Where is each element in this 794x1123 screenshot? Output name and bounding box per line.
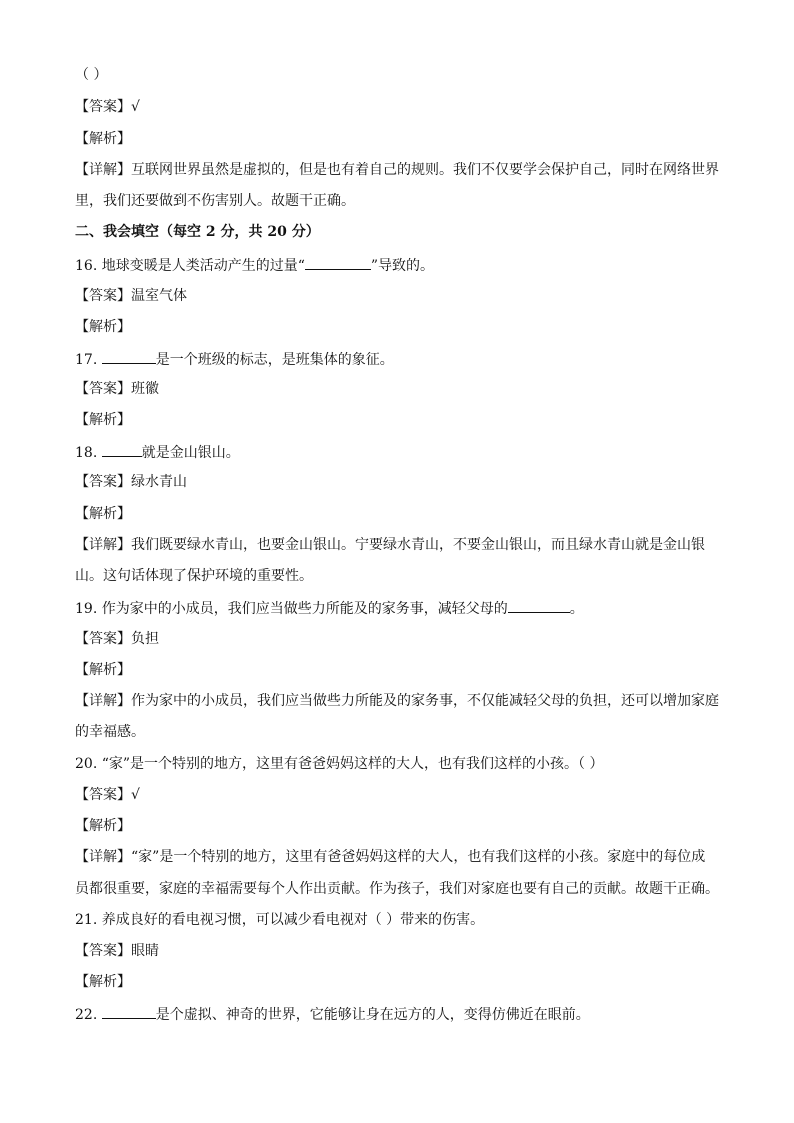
answer-label: 【答案】负担 [75, 631, 159, 647]
question-16 [75, 255, 434, 275]
analysis-label: 【解析】 [75, 412, 131, 428]
answer-blank-paren: （ ） [75, 67, 108, 83]
question-17-num: 17. [75, 352, 102, 368]
question-18 [75, 442, 240, 462]
question-19-text-a: 19. 作为家中的小成员，我们应当做些力所能及的家务事，减轻父母的 [75, 601, 508, 617]
question-18-num: 18. [75, 445, 102, 461]
detail-text-cont: 员都很重要，家庭的幸福需要每个人作出贡献。作为孩子，我们对家庭也要有自己的贡献。故题干正确。 [75, 881, 719, 897]
question-22-num: 22. [75, 1007, 102, 1023]
question-22-text: 是个虚拟、神奇的世界，它能够让身在远方的人，变得仿佛近在眼前。 [155, 1007, 590, 1023]
question-16-text-b: ”导致的。 [370, 258, 435, 274]
analysis-label: 【解析】 [75, 506, 131, 522]
fill-blank [102, 1004, 156, 1019]
analysis-label: 【解析】 [75, 662, 131, 678]
section-heading: 二、我会填空（每空 2 分，共 20 分） [75, 224, 320, 240]
answer-label: 【答案】班徽 [75, 381, 159, 397]
fill-blank [102, 442, 142, 457]
answer-label: 【答案】眼睛 [75, 943, 159, 959]
answer-label: 【答案】√ [75, 99, 140, 115]
analysis-label: 【解析】 [75, 818, 131, 834]
detail-text-cont: 里，我们还要做到不伤害别人。故题干正确。 [75, 193, 355, 209]
question-19-text-b: 。 [569, 601, 584, 617]
answer-label: 【答案】绿水青山 [75, 474, 187, 490]
analysis-label: 【解析】 [75, 319, 131, 335]
question-17-text: 是一个班级的标志，是班集体的象征。 [155, 352, 394, 368]
fill-blank [508, 598, 570, 613]
detail-text: 【详解】作为家中的小成员，我们应当做些力所能及的家务事，不仅能减轻父母的负担，还可以增加家庭 [75, 693, 719, 709]
question-21: 21. 养成良好的看电视习惯，可以减少看电视对（ ）带来的伤害。 [75, 912, 485, 928]
detail-text: 【详解】互联网世界虽然是虚拟的，但是也有着自己的规则。我们不仅要学会保护自己，同时在网络世界 [75, 162, 719, 178]
question-19 [75, 598, 584, 618]
analysis-label: 【解析】 [75, 974, 131, 990]
question-16-text-a: 16. 地球变暖是人类活动产生的过量“ [75, 258, 305, 274]
detail-text-cont: 的幸福感。 [75, 724, 145, 740]
answer-label: 【答案】温室气体 [75, 288, 187, 304]
fill-blank [305, 255, 371, 270]
question-20: 20. “家”是一个特别的地方，这里有爸爸妈妈这样的大人，也有我们这样的小孩。（ ） [75, 756, 604, 772]
analysis-label: 【解析】 [75, 131, 131, 147]
detail-text: 【详解】我们既要绿水青山，也要金山银山。宁要绿水青山，不要金山银山，而且绿水青山就是金山银 [75, 537, 705, 553]
question-17 [75, 349, 394, 369]
detail-text: 【详解】“家”是一个特别的地方，这里有爸爸妈妈这样的大人，也有我们这样的小孩。家庭中的每位成 [75, 849, 706, 865]
detail-text-cont: 山。这句话体现了保护环境的重要性。 [75, 568, 313, 584]
question-18-text: 就是金山银山。 [141, 445, 240, 461]
fill-blank [102, 349, 156, 364]
question-22 [75, 1004, 590, 1024]
answer-label: 【答案】√ [75, 787, 140, 803]
